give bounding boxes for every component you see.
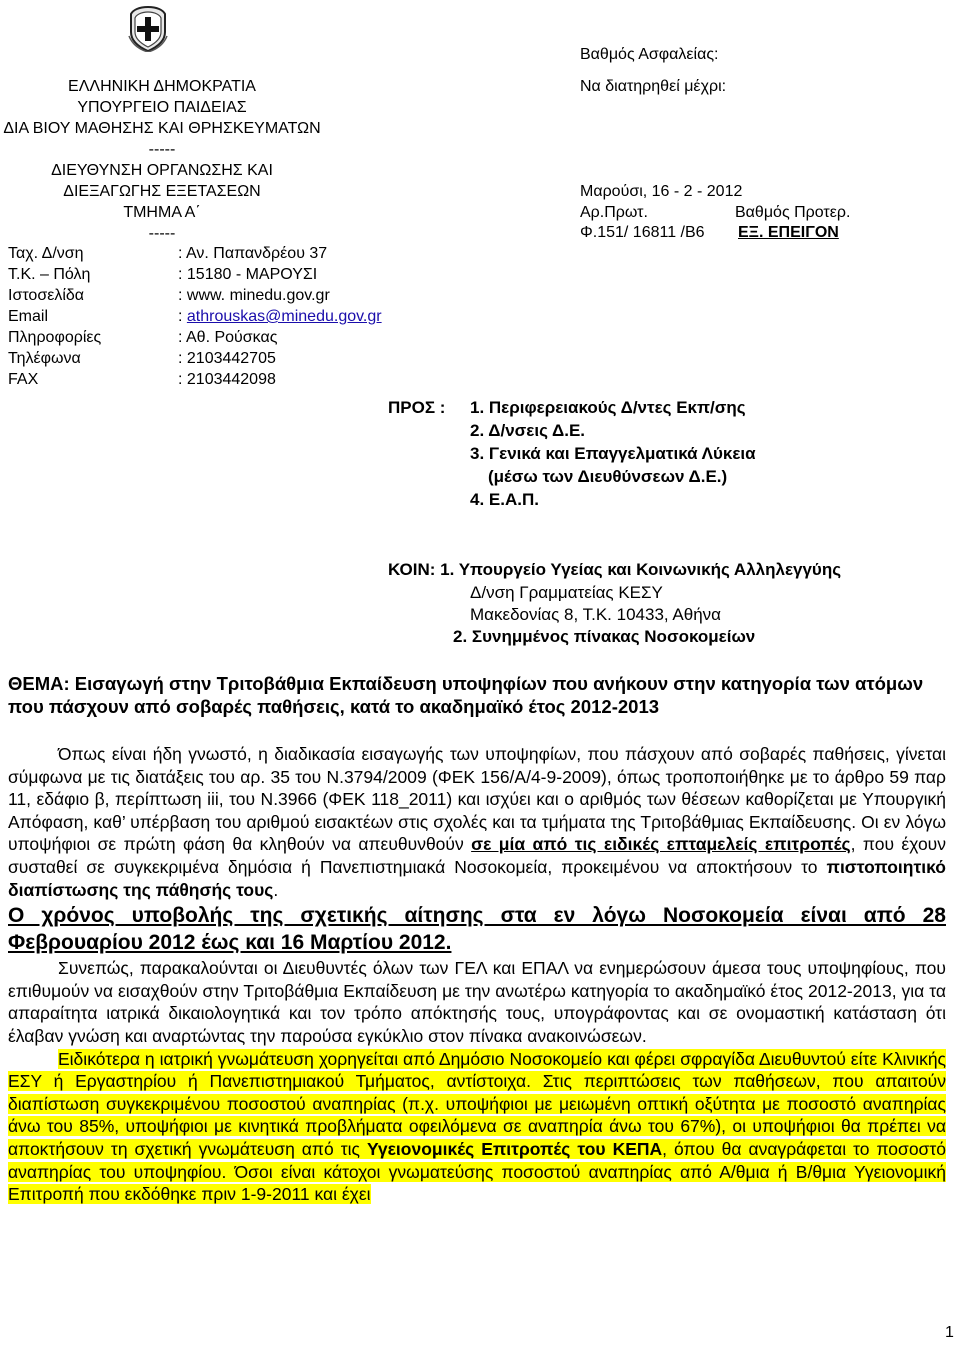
contact-label: Ιστοσελίδα: [8, 287, 85, 304]
header-line: -----: [148, 225, 176, 242]
header-line: ΕΛΛΗΝΙΚΗ ΔΗΜΟΚΡΑΤΙΑ: [68, 78, 256, 95]
email-link[interactable]: athrouskas@minedu.gov.gr: [186, 308, 382, 325]
protocol-label: Αρ.Πρωτ.: [580, 204, 648, 221]
paragraph-2: Συνεπώς, παρακαλούνται οι Διευθυντές όλων των ΓΕΛ και ΕΠΑΛ να ενημερώσουν άμεσα τους υποψηφίους, που επιθυμούν να εισαχθούν στην Τριτοβάθμια Εκπαίδευση με την ανωτέρω κατηγορία το ακαδημαϊκό έτος 2012-2013, για τα απαραίτητα ιατρικά δικαιολογητικά και τον τρόπο απόκτησής τους, υπογράφοντας και σε ονομαστική κατάσταση ότι έλαβαν γνώση και αναρτώντας την παρούσα εγκύκλιο στον πίνακα ανακοινώσεων.: [8, 958, 946, 1046]
keep-until: Να διατηρηθεί μέχρι:: [580, 78, 727, 95]
header-line: ΔΙΑ ΒΙΟΥ ΜΑΘΗΣΗΣ ΚΑΙ ΘΡΗΣΚΕΥΜΑΤΩΝ: [3, 120, 321, 137]
subject: [8, 672, 946, 718]
email-value: [178, 306, 382, 327]
cc-item: 2. Συνημμένος πίνακας Νοσοκομείων: [453, 627, 756, 646]
paragraph-3: [8, 1048, 946, 1206]
website-value: : www. minedu.gov.gr: [178, 287, 330, 304]
p1-bold: πιστοποιητικό διαπίστωσης της πάθησής τους: [8, 856, 946, 900]
to-label: ΠΡΟΣ :: [388, 398, 446, 417]
contact-label: Πληροφορίες: [8, 329, 102, 346]
p1-text: Όπως είναι ήδη γνωστό, η διαδικασία εισαγωγής των υποψηφίων, που πάσχουν από σοβαρές παθήσεις, γίνεται σύμφωνα με τις διατάξεις του αρ. 35 του Ν.3794/2009 (ΦΕΚ 156/Α/4-9-2009), όπως τροποποιήθηκε με το άρθρο 59 παρ 11, εδάφιο β, περίπτωση iii, του Ν.3966 (ΦΕΚ 118_2011) και ισχύει και ο αριθμός των θέσεων καθορίζεται με Υπουργική Απόφαση, καθ’ υπέρβαση του αριθμού εισακτέων στις σχολές και τα τμήματα της Τριτοβάθμιας Εκπαίδευσης. Οι εν λόγω υποψήφιοι σε πρώτη φάση θα κληθούν να απευθυνθούν: [8, 744, 946, 855]
cc-sub: Δ/νση Γραμματείας ΚΕΣΥ: [470, 583, 663, 602]
header-line: ΔΙΕΥΘΥΝΣΗ ΟΡΓΑΝΩΣΗΣ ΚΑΙ: [51, 162, 273, 179]
email-prefix: :: [178, 308, 187, 325]
contact-label: Ταχ. Δ/νση: [8, 245, 84, 262]
deadline-notice: Ο χρόνος υποβολής της σχετικής αίτησης στα εν λόγω Νοσοκομεία είναι από 28 Φεβρουαρίου 2012 έως και 16 Μαρτίου 2012.: [8, 904, 946, 955]
cc-label: ΚΟΙΝ:: [388, 560, 441, 579]
contact-value: : 2103442705: [178, 350, 276, 367]
contact-label: Email: [8, 308, 49, 325]
greek-emblem: [127, 6, 169, 52]
cc-item: 1. Υπουργείο Υγείας και Κοινωνικής Αλληλεγγύης: [440, 560, 842, 579]
to-item: 1. Περιφερειακούς Δ/ντες Εκπ/σης: [470, 398, 746, 417]
contact-label: Τηλέφωνα: [8, 350, 81, 367]
cc-line: [388, 559, 841, 581]
p3-highlight: Ειδικότερα η ιατρική γνωμάτευση χορηγείται από Δημόσιο Νοσοκομείο και φέρει σφραγίδα Διευθυντού είτε Κλινικής ΕΣΥ ή Εργαστηρίου ή Πανεπιστημιακού Τμήματος, αντίστοιχα. Στις περιπτώσεις των παθήσεων, που απαιτούν διαπίστωση συγκεκριμένου ποσοστού αναπηρίας (π.χ. υποψήφιοι με μειωμένη οπτική οξύτητα με ποσοστό αναπηρίας άνω του 85%, υποψήφιοι με κινητικά προβλήματα οφειλόμενα σε αναπηρία άνω του 67%), οι υποψήφιοι θα πρέπει να αποκτήσουν τη σχετική γνωμάτευση από τις: [8, 1048, 946, 1159]
contact-label: Τ.Κ. – Πόλη: [8, 266, 91, 283]
p1-underlined: σε μία από τις ειδικές επταμελείς επιτροπές: [471, 834, 851, 855]
subject-label: ΘΕΜΑ: [8, 673, 64, 694]
cc-sub: Μακεδονίας 8, Τ.Κ. 10433, Αθήνα: [470, 605, 721, 624]
contact-value: : Αθ. Ρούσκας: [178, 329, 278, 346]
security-level: Βαθμός Ασφαλείας:: [580, 46, 719, 63]
subject-text: : Εισαγωγή στην Τριτοβάθμια Εκπαίδευση υποψηφίων που ανήκουν στην κατηγορία των ατόμων που πάσχουν από σοβαρές παθήσεις, κατά το ακαδημαϊκό έτος 2012-2013: [8, 673, 924, 717]
document-date: Μαρούσι, 16 - 2 - 2012: [580, 183, 743, 200]
header-line: ΥΠΟΥΡΓΕΙΟ ΠΑΙΔΕΙΑΣ: [77, 99, 247, 116]
p3-highlight: , όπου θα αναγράφεται το ποσοστό αναπηρίας του υποψηφίου. Όσοι είναι κάτοχοι γνωματεύσης ποσοστού αναπηρίας από Α/θμια ή Β/θμια Υγειονομική Επιτροπή που εκδόθηκε πριν 1-9-2011 και έχει: [8, 1138, 947, 1205]
to-item: 3. Γενικά και Επαγγελματικά Λύκεια: [470, 444, 756, 463]
paragraph-1: [8, 743, 946, 901]
header-line: ΔΙΕΞΑΓΩΓΗΣ ΕΞΕΤΑΣΕΩΝ: [63, 183, 261, 200]
contact-value: : 15180 - ΜΑΡΟΥΣΙ: [178, 266, 318, 283]
priority-value: ΕΞ. ΕΠΕΙΓΟΝ: [738, 224, 839, 241]
contact-value: : Αν. Παπανδρέου 37: [178, 245, 328, 262]
p3-bold: Υγειονομικές Επιτροπές του ΚΕΠΑ: [366, 1138, 663, 1159]
priority-label: Βαθμός Προτερ.: [735, 204, 851, 221]
body-text: [8, 743, 946, 1206]
to-item: 4. Ε.Α.Π.: [470, 490, 539, 509]
to-item: (μέσω των Διευθύνσεων Δ.Ε.): [488, 467, 728, 486]
page-number: 1: [945, 1324, 954, 1341]
p1-text: , που έχουν συσταθεί σε συγκεκριμένα δημόσια ή Πανεπιστημιακά Νοσοκομεία, προκειμένου να αποκτήσουν το: [8, 834, 947, 877]
header-line: ΤΜΗΜΑ Α΄: [123, 204, 201, 221]
p1-end: .: [273, 879, 279, 900]
contact-value: : 2103442098: [178, 371, 276, 388]
to-item: 2. Δ/νσεις Δ.Ε.: [470, 421, 586, 440]
header-line: -----: [148, 141, 176, 158]
protocol-number: Φ.151/ 16811 /Β6: [580, 224, 705, 241]
contact-label: FAX: [8, 371, 39, 388]
